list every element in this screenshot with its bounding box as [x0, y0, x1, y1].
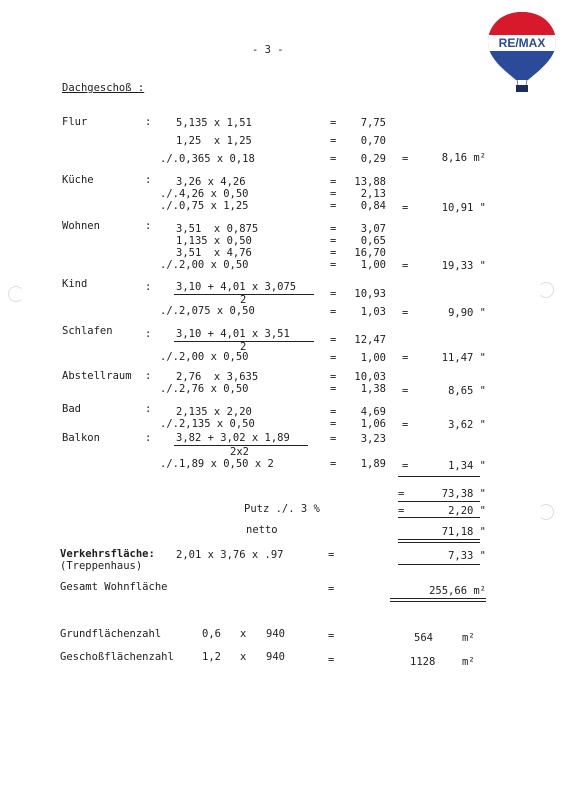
subtotal-value: 73,38 " [441, 488, 486, 500]
room-name-bad: Bad [62, 403, 81, 415]
verkehrsflaeche-sublabel: (Treppenhaus) [60, 560, 143, 572]
room-colon: : [145, 432, 152, 444]
calc-text: ./.0,75 x 1,25 [160, 200, 249, 212]
room-total: 1,34 " [448, 460, 486, 472]
room-total: 8,16 m² [441, 152, 486, 164]
room-name-kueche: Küche [62, 174, 94, 186]
equals-sign: = [330, 406, 337, 418]
equals-sign: = [402, 153, 409, 165]
calc-value: 2,13 [360, 188, 386, 200]
putz-value: 2,20 " [448, 505, 486, 517]
equals-sign: = [402, 307, 409, 319]
page-number: - 3 - [252, 44, 284, 56]
equals-sign: = [330, 458, 337, 470]
calc-text: 5,135 x 1,51 [176, 117, 252, 129]
equals-sign: = [328, 549, 335, 561]
calc-text: ./.2,00 x 0,50 [160, 351, 249, 363]
room-total: 10,91 " [441, 202, 486, 214]
times-sign: x [240, 651, 247, 663]
calc-value: 3,23 [360, 433, 386, 445]
equals-sign: = [330, 247, 337, 259]
calc-text: ./.1,89 x 0,50 x 2 [160, 458, 274, 470]
netto-label: netto [246, 524, 278, 536]
calc-value: 1,38 [360, 383, 386, 395]
fraction-numerator: 3,10 + 4,01 x 3,075 [176, 281, 297, 293]
base-value: 940 [266, 651, 285, 663]
calc-text: 2,76 x 3,635 [176, 371, 259, 383]
punch-hole-mark [538, 504, 554, 520]
calc-text: ./.2,00 x 0,50 [160, 259, 249, 271]
fraction-numerator: 3,10 + 4,01 x 3,51 [176, 328, 290, 340]
room-total: 9,90 " [448, 307, 486, 319]
calc-value: 1,00 [360, 352, 386, 364]
remax-balloon-logo [484, 8, 560, 94]
gesamt-label: Gesamt Wohnfläche [60, 581, 168, 593]
calc-text: ./.2,76 x 0,50 [160, 383, 249, 395]
verkehrsflaeche-label: Verkehrsfläche: [60, 548, 155, 560]
equals-sign: = [330, 418, 337, 430]
calc-value: 1,00 [360, 259, 386, 271]
equals-sign: = [330, 153, 337, 165]
room-total: 19,33 " [441, 260, 486, 272]
unit: m² [462, 632, 475, 644]
calc-value: 10,93 [354, 288, 386, 300]
result-value: 564 [414, 632, 433, 644]
room-colon: : [145, 220, 152, 232]
equals-sign: = [328, 630, 335, 642]
equals-sign: = [330, 334, 337, 346]
calc-text: ./.2,135 x 0,50 [160, 418, 255, 430]
calc-text: ./.0,365 x 0,18 [160, 153, 255, 165]
room-colon: : [145, 370, 152, 382]
calc-text: ./.2,075 x 0,50 [160, 305, 255, 317]
calc-value: 12,47 [354, 334, 386, 346]
fraction-denominator: 2x2 [230, 446, 249, 458]
equals-sign: = [402, 419, 409, 431]
verkehrsflaeche-total: 7,33 " [448, 550, 486, 562]
calc-value: 13,88 [354, 176, 386, 188]
equals-sign: = [328, 583, 335, 595]
gesamt-total: 255,66 m² [429, 585, 486, 597]
calc-value: 0,84 [360, 200, 386, 212]
room-name-flur: Flur [62, 116, 88, 128]
netto-value: 71,18 " [441, 526, 486, 538]
room-colon: : [145, 403, 152, 415]
room-colon: : [145, 174, 152, 186]
netto-rule [398, 542, 480, 543]
equals-sign: = [402, 202, 409, 214]
punch-hole-mark [8, 286, 24, 302]
calc-value: 1,06 [360, 418, 386, 430]
calc-value: 0,65 [360, 235, 386, 247]
base-value: 940 [266, 628, 285, 640]
equals-sign: = [330, 188, 337, 200]
calc-value: 3,07 [360, 223, 386, 235]
calc-value: 16,70 [354, 247, 386, 259]
equals-sign: = [398, 505, 405, 517]
calc-text: 1,25 x 1,25 [176, 135, 252, 147]
grundflaechenzahl-label: Grundflächenzahl [60, 628, 162, 640]
room-total: 8,65 " [448, 385, 486, 397]
calc-text: 3,51 x 4,76 [176, 247, 252, 259]
equals-sign: = [402, 460, 409, 472]
equals-sign: = [330, 383, 337, 395]
unit: m² [462, 656, 475, 668]
room-name-kind: Kind [62, 278, 88, 290]
calc-value: 0,70 [360, 135, 386, 147]
room-name-balkon: Balkon [62, 432, 100, 444]
times-sign: x [240, 628, 247, 640]
putz-rule [398, 517, 480, 518]
calc-text: 2,135 x 2,20 [176, 406, 252, 418]
equals-sign: = [398, 488, 405, 500]
room-total: 11,47 " [441, 352, 486, 364]
factor: 1,2 [202, 651, 221, 663]
room-name-schlafen: Schlafen [62, 325, 113, 337]
calc-value: 10,03 [354, 371, 386, 383]
calc-text: 3,51 x 0,875 [176, 223, 259, 235]
result-value: 1128 [410, 656, 436, 668]
equals-sign: = [402, 352, 409, 364]
gesamt-rule [390, 601, 486, 602]
calc-value: 1,03 [360, 306, 386, 318]
subtotal-rule [398, 501, 480, 502]
calc-value: 1,89 [360, 458, 386, 470]
remax-logo-text: RE/MAX [498, 36, 546, 50]
putz-label: Putz ./. 3 % [244, 503, 320, 515]
fraction-numerator: 3,82 + 3,02 x 1,89 [176, 432, 290, 444]
equals-sign: = [330, 235, 337, 247]
calc-text: ./.4,26 x 0,50 [160, 188, 249, 200]
equals-sign: = [402, 385, 409, 397]
sum-rule [398, 476, 480, 477]
equals-sign: = [330, 223, 337, 235]
equals-sign: = [330, 433, 337, 445]
equals-sign: = [330, 306, 337, 318]
equals-sign: = [330, 259, 337, 271]
equals-sign: = [328, 654, 335, 666]
gesamt-rule [390, 598, 486, 599]
equals-sign: = [330, 288, 337, 300]
calc-text: 2,01 x 3,76 x .97 [176, 549, 284, 561]
equals-sign: = [330, 200, 337, 212]
room-colon: : [145, 116, 152, 128]
punch-hole-mark [538, 282, 554, 298]
room-name-wohnen: Wohnen [62, 220, 100, 232]
verkehrsflaeche-rule [398, 564, 480, 565]
equals-sign: = [330, 117, 337, 129]
equals-sign: = [402, 260, 409, 272]
calc-text: 3,26 x 4,26 [176, 176, 246, 188]
calc-text: 1,135 x 0,50 [176, 235, 252, 247]
calc-value: 0,29 [360, 153, 386, 165]
room-name-abstellraum: Abstellraum [62, 370, 132, 382]
equals-sign: = [330, 176, 337, 188]
room-total: 3,62 " [448, 419, 486, 431]
room-colon: : [145, 281, 152, 293]
netto-rule [398, 539, 480, 540]
equals-sign: = [330, 371, 337, 383]
section-title: Dachgeschoß : [62, 82, 145, 94]
factor: 0,6 [202, 628, 221, 640]
fraction-denominator: 2 [240, 294, 247, 306]
equals-sign: = [330, 352, 337, 364]
room-colon: : [145, 328, 152, 340]
equals-sign: = [330, 135, 337, 147]
fraction-denominator: 2 [240, 341, 247, 353]
geschossflaechenzahl-label: Geschoßflächenzahl [60, 651, 174, 663]
calc-value: 7,75 [360, 117, 386, 129]
calc-value: 4,69 [360, 406, 386, 418]
